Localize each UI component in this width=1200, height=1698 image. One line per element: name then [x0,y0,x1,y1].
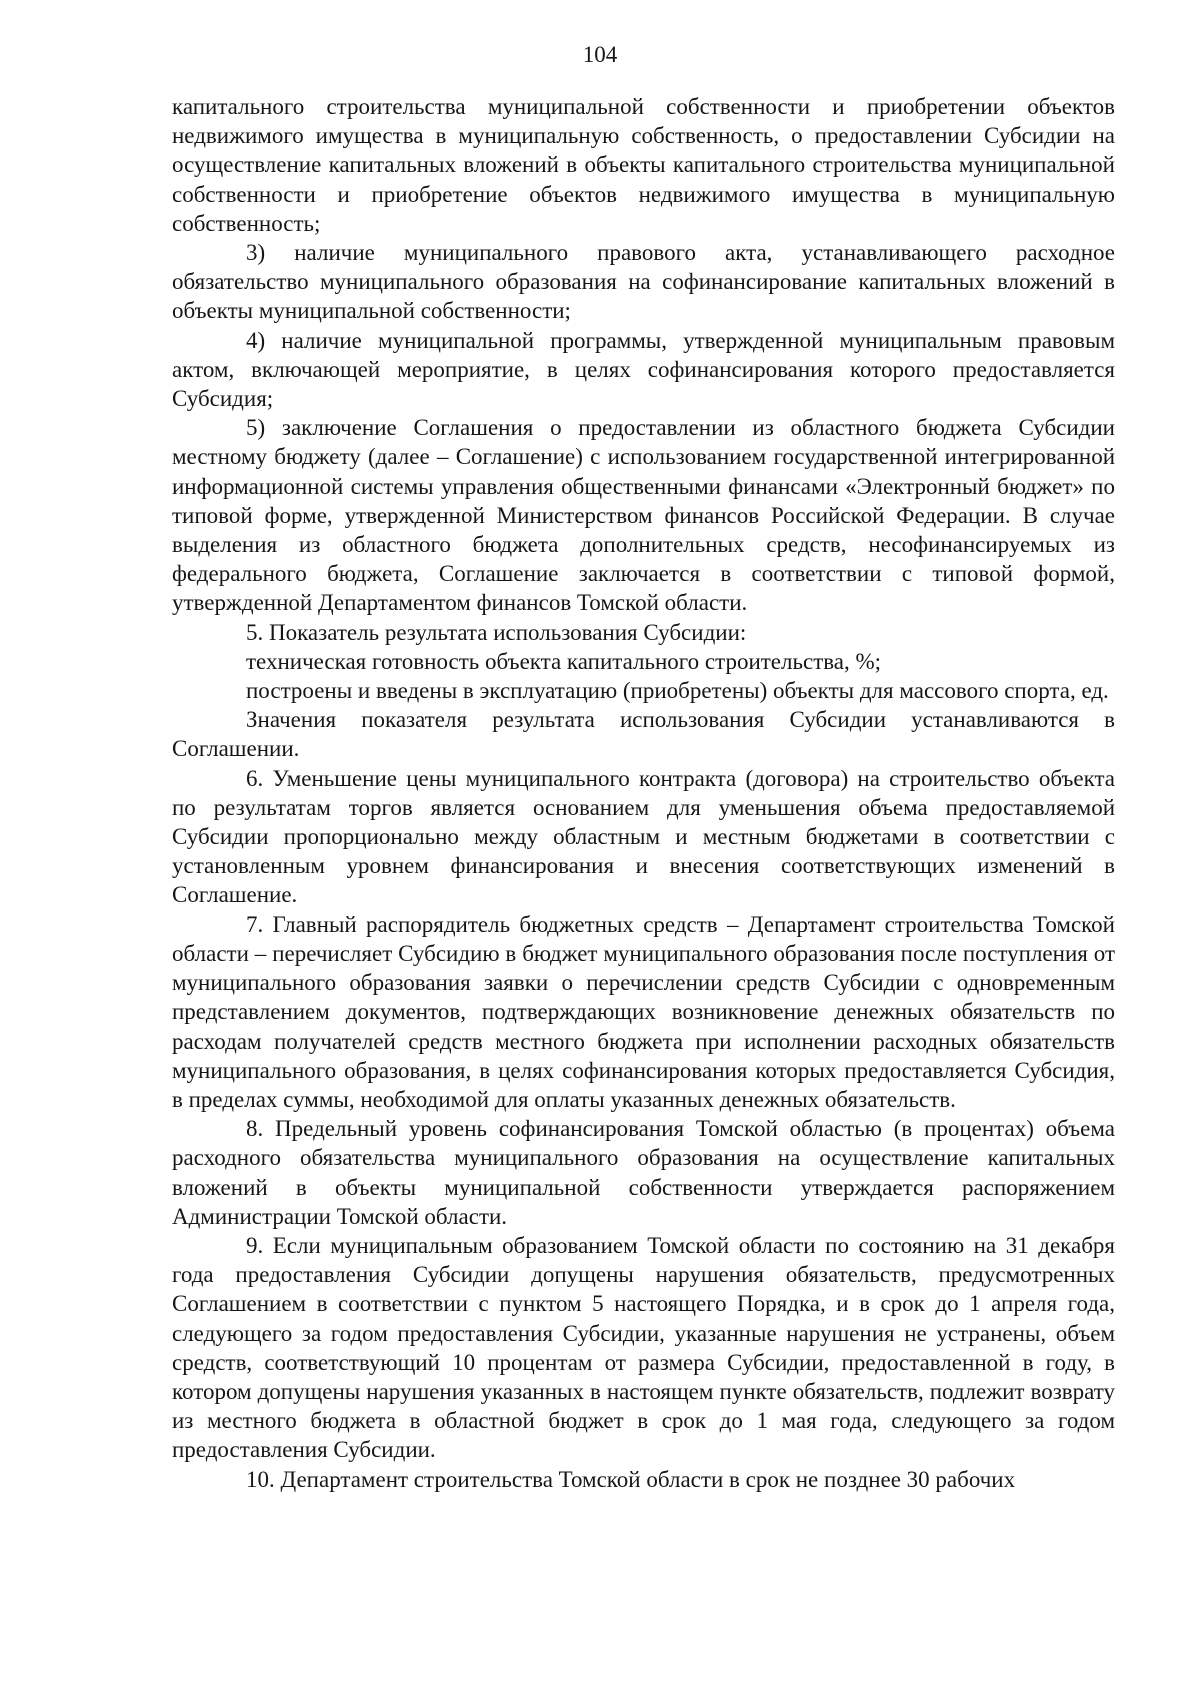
paragraph-continuation: капитального строительства муниципальной собственности и приобретении объектов недвижимого имущества в муниципальную собственность, о предоставлении Субсидии на осуществление капитальных вложений в объекты капитального строительства муниципальной собственности и приобретение объектов недвижимого имущества в муниципальную собственность; [172,94,1115,236]
page-number: 104 [582,42,618,67]
paragraph-indicator-readiness: техническая готовность объекта капитального строительства, %; [246,648,882,674]
document-body [172,92,1115,1494]
paragraph-indicator-values: Значения показателя результата использования Субсидии устанавливаются в Соглашении. [172,707,1115,762]
paragraph-section-8: 8. Предельный уровень софинансирования Томской областью (в процентах) объема расходного обязательства муниципального образования на осуществление капитальных вложений в объекты муниципальной собственности утверждается распоряжением Администрации Томской области. [172,1116,1115,1229]
paragraph-section-6: 6. Уменьшение цены муниципального контракта (договора) на строительство объекта по результатам торгов является основанием для уменьшения объема предоставляемой Субсидии пропорционально между областным и местным бюджетами в соответствии с установленным уровнем финансирования и внесения соответствующих изменений в Соглашение. [172,765,1115,908]
paragraph-item-5-agreement: 5) заключение Соглашения о предоставлении из областного бюджета Субсидии местному бюджету (далее – Соглашение) с использованием государственной интегрированной информационной системы управления общественными финансами «Электронный бюджет» по типовой форме, утвержденной Министерством финансов Российской Федерации. В случае выделения из областного бюджета дополнительных средств, несофинансируемых из федерального бюджета, Соглашение заключается в соответствии с типовой формой, утвержденной Департаментом финансов Томской области. [172,415,1115,616]
paragraph-section-5-heading: 5. Показатель результата использования Субсидии: [246,619,747,645]
paragraph-indicator-objects: построены и введены в эксплуатацию (приобретены) объекты для массового спорта, ед. [246,678,1109,704]
paragraph-section-7: 7. Главный распорядитель бюджетных средств – Департамент строительства Томской области – перечисляет Субсидию в бюджет муниципального образования после поступления от муниципального образования заявки о перечислении средств Субсидии с одновременным представлением документов, подтверждающих возникновение денежных обязательств по расходам получателей средств местного бюджета при исполнении расходных обязательств муниципального образования, в целях софинансирования которых предоставляется Субсидия, в пределах суммы, необходимой для оплаты указанных денежных обязательств. [172,911,1115,1112]
paragraph-section-9: 9. Если муниципальным образованием Томской области по состоянию на 31 декабря года предоставления Субсидии допущены нарушения обязательств, предусмотренных Соглашением в соответствии с пунктом 5 настоящего Порядка, и в срок до 1 апреля года, следующего за годом предоставления Субсидии, указанные нарушения не устранены, объем средств, соответствующий 10 процентам от размера Субсидии, предоставленной в году, в котором допущены нарушения указанных в настоящем пункте обязательств, подлежит возврату из местного бюджета в областной бюджет в срок до 1 мая года, следующего за годом предоставления Субсидии. [172,1232,1115,1463]
paragraph-section-10: 10. Департамент строительства Томской области в срок не позднее 30 рабочих [246,1466,1016,1492]
paragraph-item-4: 4) наличие муниципальной программы, утвержденной муниципальным правовым актом, включающей мероприятие, в целях софинансирования которого предоставляется Субсидия; [172,327,1115,412]
paragraph-item-3: 3) наличие муниципального правового акта, устанавливающего расходное обязательство муниципального образования на софинансирование капитальных вложений в объекты муниципальной собственности; [172,240,1115,324]
